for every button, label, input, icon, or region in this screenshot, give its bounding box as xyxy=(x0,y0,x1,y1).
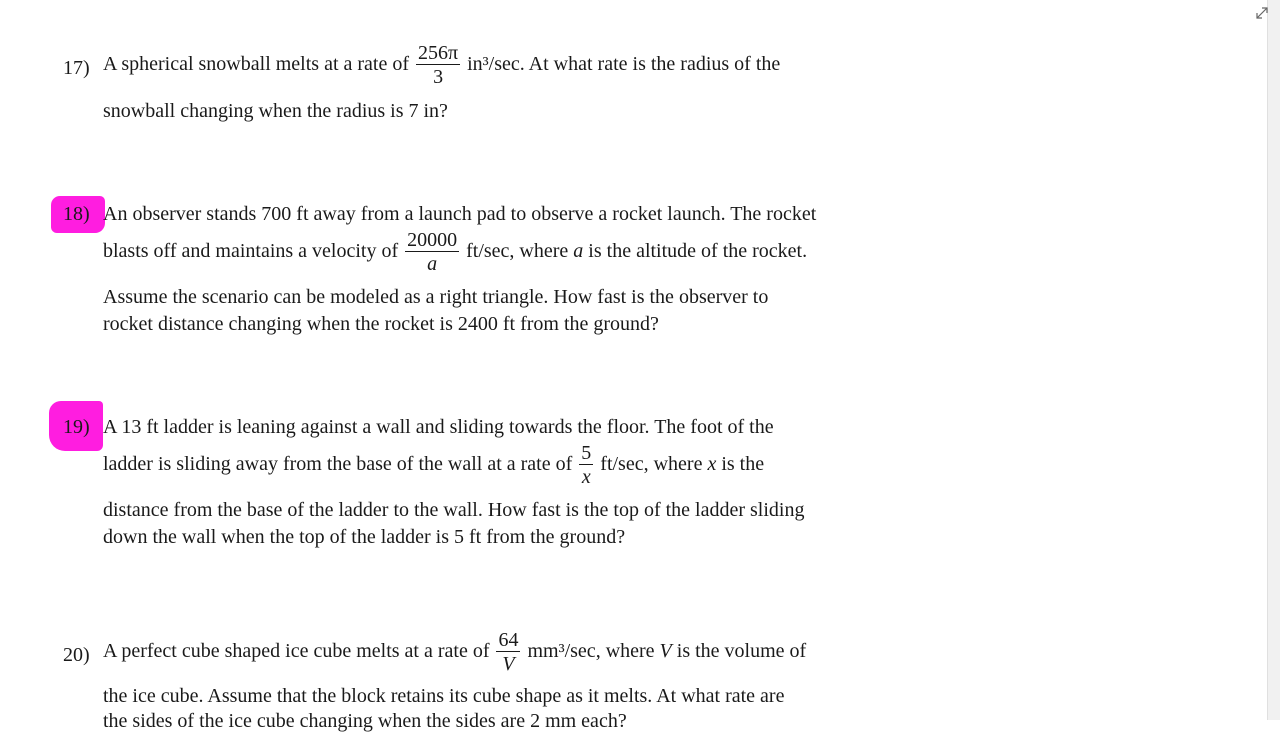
problem-line: distance from the base of the ladder to the wall. How fast is the top of the ladder sliding xyxy=(103,499,805,521)
fraction-denominator: a xyxy=(427,253,438,275)
problem-line: Assume the scenario can be modeled as a right triangle. How fast is the observer to xyxy=(103,286,769,308)
problem-text: is the altitude of the rocket. xyxy=(588,240,808,263)
fraction-numerator: 5 xyxy=(581,442,592,464)
problem-text: in³/sec. At what rate is the radius of the xyxy=(467,53,781,76)
problem-line: snowball changing when the radius is 7 in? xyxy=(103,100,448,122)
problem-text: A perfect cube shaped ice cube melts at a rate of xyxy=(103,640,490,663)
variable: a xyxy=(573,240,584,263)
problem-line: A 13 ft ladder is leaning against a wall and sliding towards the floor. The foot of the xyxy=(103,416,774,438)
problem-text: ladder is sliding away from the base of the wall at a rate of xyxy=(103,453,573,476)
problem-number: 19) xyxy=(63,416,90,438)
problem-number: 20) xyxy=(63,644,90,666)
problem-line: the ice cube. Assume that the block retains its cube shape as it melts. At what rate are xyxy=(103,685,785,707)
vertical-scrollbar[interactable] xyxy=(1267,0,1280,720)
problem-text: ft/sec, where xyxy=(600,453,703,476)
fraction xyxy=(405,229,459,276)
expand-arrows-icon[interactable] xyxy=(1254,4,1270,20)
problem-text: is the volume of xyxy=(676,640,807,663)
problem-line xyxy=(103,629,806,676)
problem-line: An observer stands 700 ft away from a launch pad to observe a rocket launch. The rocket xyxy=(103,203,817,225)
variable: V xyxy=(659,640,672,663)
problem-text: A spherical snowball melts at a rate of xyxy=(103,53,410,76)
fraction xyxy=(496,629,520,676)
fraction-numerator: 20000 xyxy=(407,229,458,251)
problem-line xyxy=(103,229,807,276)
problem-text: ft/sec, where xyxy=(466,240,569,263)
fraction xyxy=(579,442,593,489)
problem-line: the sides of the ice cube changing when the sides are 2 mm each? xyxy=(103,710,627,732)
problem-text: mm³/sec, where xyxy=(527,640,655,663)
fraction-denominator: x xyxy=(581,466,591,488)
fraction-numerator: 64 xyxy=(498,629,519,651)
problem-text: is the xyxy=(721,453,765,476)
problem-number: 18) xyxy=(63,203,90,225)
problem-line: rocket distance changing when the rocket is 2400 ft from the ground? xyxy=(103,313,659,335)
fraction-denominator: 3 xyxy=(433,66,444,88)
fraction-denominator: V xyxy=(502,653,515,675)
problem-line xyxy=(103,42,780,89)
problem-text: blasts off and maintains a velocity of xyxy=(103,240,399,263)
fraction xyxy=(416,42,460,89)
problem-line xyxy=(103,442,764,489)
fraction-numerator: 256π xyxy=(418,42,459,64)
problem-number: 17) xyxy=(63,57,90,79)
variable: x xyxy=(707,453,717,476)
problem-line: down the wall when the top of the ladder is 5 ft from the ground? xyxy=(103,526,626,548)
